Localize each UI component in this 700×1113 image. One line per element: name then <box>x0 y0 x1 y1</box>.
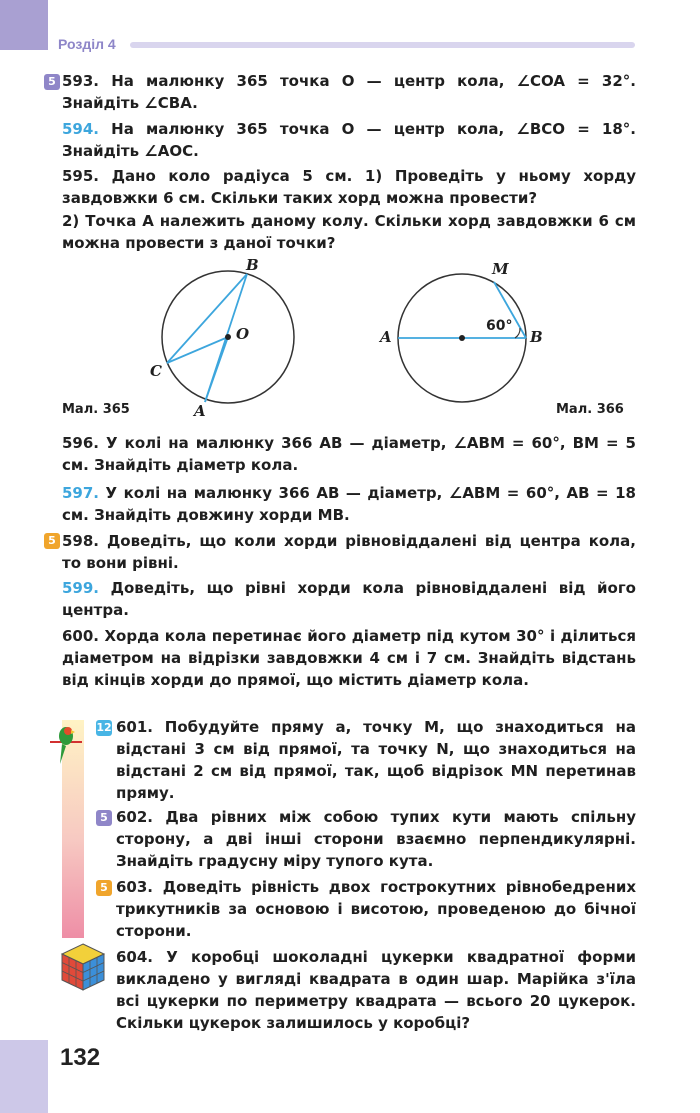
fig365-label-b: B <box>246 256 259 274</box>
rubiks-cube-icon <box>60 942 106 992</box>
badge-level-icon: 5 <box>96 880 112 896</box>
corner-decoration <box>0 0 48 50</box>
fig366-label-m: M <box>492 260 509 278</box>
section-title: Розділ 4 <box>58 36 116 52</box>
problem-597: 597. У колі на малюнку 366 AB — діаметр, ∠ABM = 60°, AB = 18 см. Знайдіть довжину хорди MB. <box>62 484 636 524</box>
fig366-label-b: B <box>530 328 543 346</box>
problem-602: 602. Два рівних між собою тупих кути мають спільну сторону, а дві інші сторони взаємно перпендикулярні. Знайдіть градусну міру тупого кута. <box>116 808 636 870</box>
problem-594: 594. На малюнку 365 точка O — центр кола, ∠BCO = 18°. Знайдіть ∠AOC. <box>62 120 636 160</box>
fig365-chord-bc <box>167 274 250 363</box>
problem-595-part2: 2) Точка A належить даному колу. Скільки хорд завдовжки 6 см можна провести з даної точки? <box>62 212 636 252</box>
badge-level-icon: 5 <box>96 810 112 826</box>
fig366-angle-label: 60° <box>486 318 513 334</box>
header-rule <box>130 42 635 48</box>
problem-600: 600. Хорда кола перетинає його діаметр під кутом 30° і ділиться діаметром на відрізки завдовжки 4 см і 7 см. Знайдіть відстань від кінців хорди до прямої, що містить діаметр кола. <box>62 627 636 689</box>
problem-596: 596. У колі на малюнку 366 AB — діаметр, ∠ABM = 60°, BM = 5 см. Знайдіть діаметр кола. <box>62 434 636 474</box>
problem-595: 595. Дано коло радіуса 5 см. 1) Проведіть у ньому хорду завдовжки 6 см. Скільки таких хорд можна провести? <box>62 167 636 207</box>
problem-598: 598. Доведіть, що коли хорди рівновіддалені від центра кола, то вони рівні. <box>62 532 636 572</box>
fig365-label-o: O <box>236 325 250 343</box>
problem-599: 599. Доведіть, що рівні хорди кола рівновіддалені від його центра. <box>62 579 636 619</box>
badge-level-icon: 12 <box>96 721 112 734</box>
figures <box>0 250 700 425</box>
page-corner-decoration <box>0 1040 48 1113</box>
problem-603: 603. Доведіть рівність двох гострокутних рівнобедрених трикутників за основою і висотою, проведеною до бічної сторони. <box>116 878 637 940</box>
fig365-center-dot <box>225 334 231 340</box>
fig366-caption: Мал. 366 <box>556 402 624 417</box>
badge-level-icon: 5 <box>44 533 60 549</box>
fig366-center-dot <box>459 335 465 341</box>
fig365-radius-oa <box>205 337 228 402</box>
fig366-label-a: A <box>380 328 392 346</box>
parrot-icon <box>48 722 84 772</box>
fig365-label-c: C <box>150 362 162 380</box>
problem-601: 601. Побудуйте пряму a, точку M, що знаходиться на відстані 3 см від прямої, та точку N, що знаходиться на відстані 2 см від прямої, так, щоб відрізок MN перетинав пряму. <box>116 718 636 802</box>
page-number: 132 <box>60 1044 101 1071</box>
fig365-caption: Мал. 365 <box>62 402 130 417</box>
problem-593: 593. На малюнку 365 точка O — центр кола, ∠COA = 32°. Знайдіть ∠CBA. <box>62 72 636 112</box>
problem-604: 604. У коробці шоколадні цукерки квадратної форми викладено у вигляді квадрата в один шар. Марійка з'їла всі цукерки по периметру квадрата — всього 20 цукерок. Скільки цукерок залишилось у коробці? <box>116 948 636 1032</box>
badge-level-icon: 5 <box>44 74 60 90</box>
fig366-angle-arc <box>515 328 520 338</box>
fig365-label-a: A <box>194 402 206 420</box>
